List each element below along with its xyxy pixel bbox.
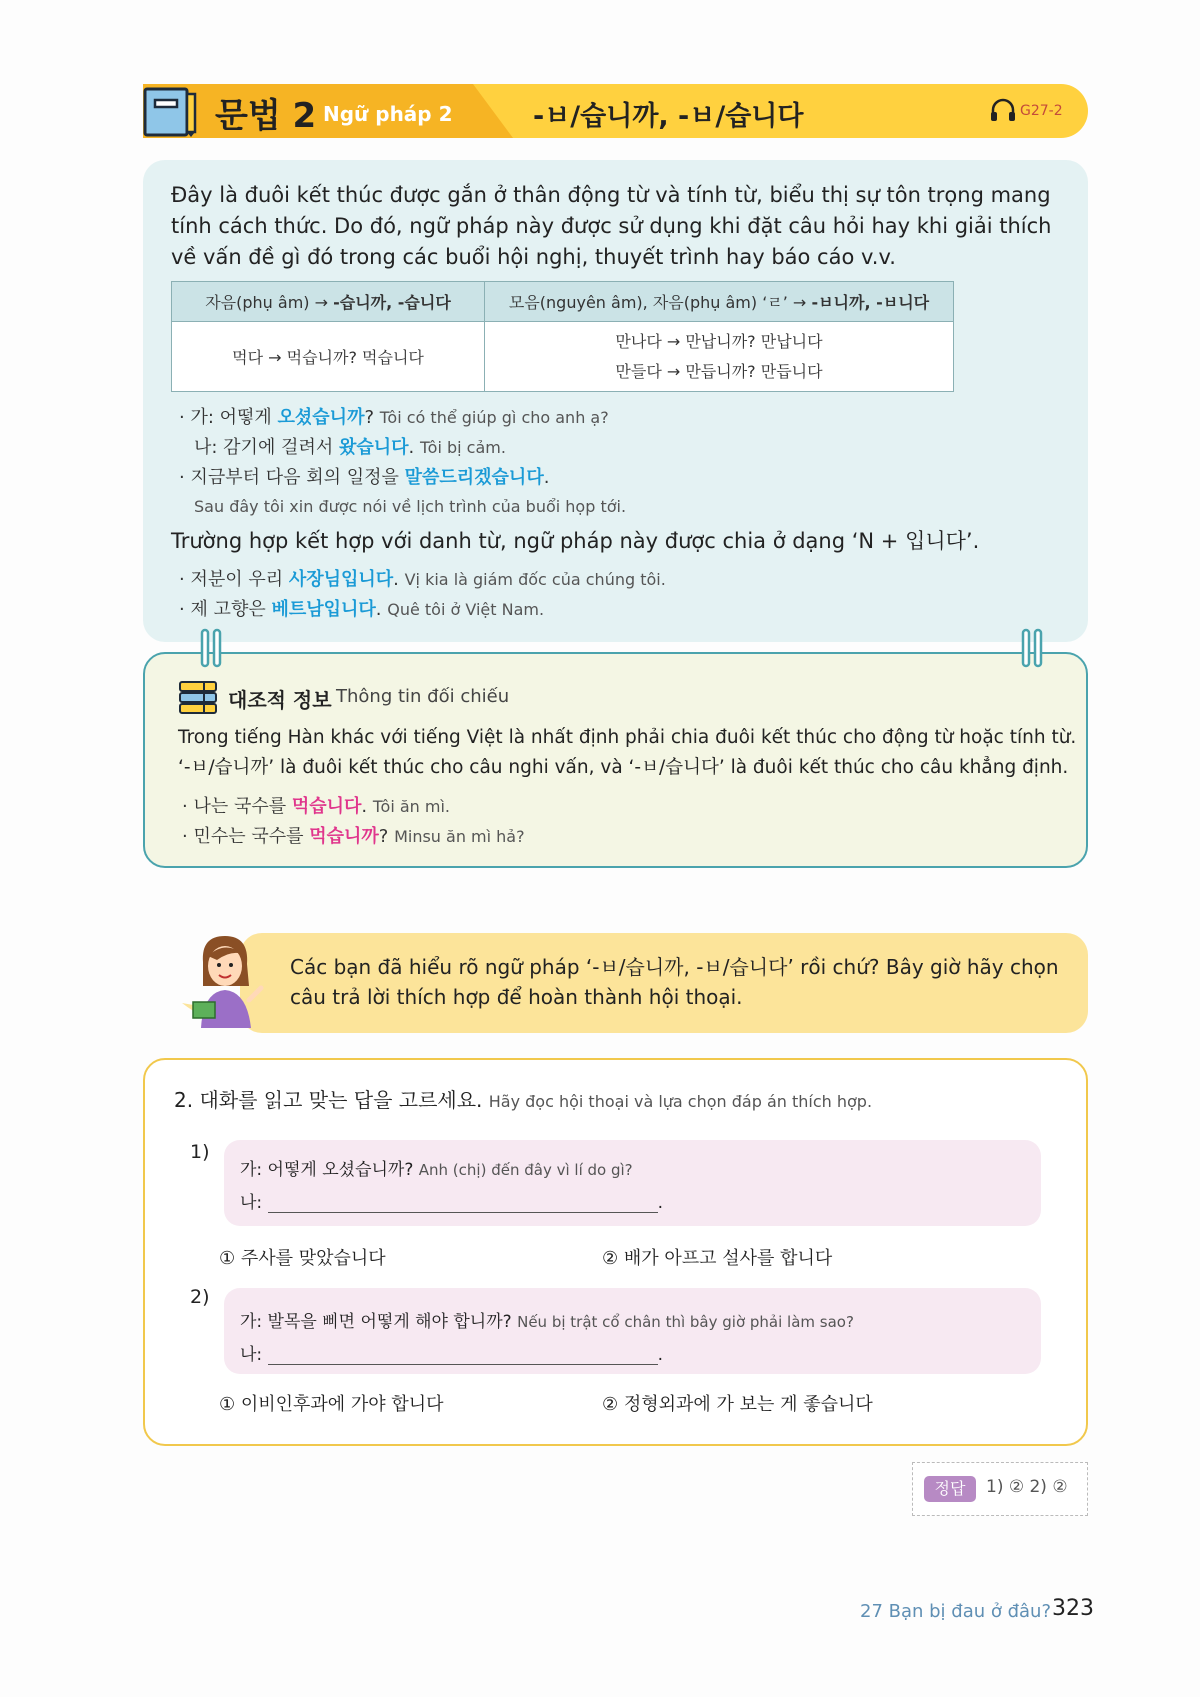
conjugation-table (171, 281, 954, 392)
book-icon (143, 86, 199, 138)
grammar-pattern: -ㅂ/습니까, -ㅂ/습니다 (533, 101, 804, 132)
dialogue-box (224, 1140, 1041, 1226)
dialogue-question: 가: 발목을 삐면 어떻게 해야 합니까? Nếu bị trật cổ chân thì bây giờ phải làm sao? (240, 1312, 854, 1332)
table-header-vowel: 모음(nguyên âm), 자음(phụ âm) ‘ㄹ’ → -ㅂ니까, -ㅂ니다 (485, 282, 954, 322)
table-cell-consonant-example: 먹다 → 먹습니까? 먹습니다 (172, 322, 485, 392)
answer-option[interactable]: ① 주사를 맞았습니다 (219, 1248, 386, 1269)
answer-option[interactable]: ② 정형외과에 가 보는 게 좋습니다 (602, 1394, 873, 1415)
example-line: · 나는 국수를 먹습니다. Tôi ăn mì. (182, 796, 450, 817)
example-line: · 저분이 우리 사장님입니다. Vị kia là giám đốc của chúng tôi. (179, 569, 666, 590)
dialogue-answer: 나: . (240, 1345, 663, 1365)
binder-clip-icon (199, 628, 225, 668)
example-line: 나: 감기에 걸려서 왔습니다. Tôi bị cảm. (194, 437, 506, 458)
books-stack-icon (178, 680, 218, 716)
answer-key-text: 1) ② 2) ② (986, 1477, 1068, 1497)
answer-option[interactable]: ② 배가 아프고 설사를 합니다 (602, 1248, 833, 1269)
answer-option[interactable]: ① 이비인후과에 가야 합니다 (219, 1394, 444, 1415)
comparison-text: Trong tiếng Hàn khác với tiếng Việt là nhất định phải chia đuôi kết thúc cho động từ hoặc tính từ. (178, 727, 1077, 748)
headphones-icon[interactable] (990, 98, 1016, 122)
exercise-title: 2. 대화를 읽고 맞는 답을 고르세요. Hãy đọc hội thoại và lựa chọn đáp án thích hợp. (174, 1088, 873, 1112)
speech-text: Các bạn đã hiểu rõ ngữ pháp ‘-ㅂ/습니까, -ㅂ/습니다’ rồi chứ? Bây giờ hãy chọn câu trả lời thích hợp để hoàn thành hội thoại. (290, 955, 1059, 1009)
question-number: 1) (190, 1141, 210, 1163)
example-line: · 민수는 국수를 먹습니까? Minsu ăn mì hả? (182, 826, 525, 847)
page-number: 323 (1052, 1596, 1094, 1621)
teacher-avatar (183, 932, 269, 1032)
example-line: · 가: 어떻게 오셨습니까? Tôi có thể giúp gì cho anh ạ? (179, 407, 609, 428)
answer-key-badge: 정답 (924, 1476, 976, 1502)
example-line: · 지금부터 다음 회의 일정을 말씀드리겠습니다. (179, 467, 550, 488)
question-number: 2) (190, 1286, 210, 1308)
table-cell-vowel-example: 만나다 → 만납니까? 만납니다 만들다 → 만듭니까? 만듭니다 (485, 322, 954, 392)
grammar-subtitle: Ngữ pháp 2 (323, 102, 453, 126)
audio-track-code[interactable]: G27-2 (1020, 103, 1063, 119)
dialogue-answer: 나: . (240, 1193, 663, 1213)
grammar-title: 문법 2 (215, 96, 317, 136)
answer-blank[interactable] (268, 1347, 658, 1365)
comparison-subtitle: Thông tin đối chiếu (336, 686, 510, 707)
explanation-intro: Đây là đuôi kết thúc được gắn ở thân động từ và tính từ, biểu thị sự tôn trọng mang tính cách thức. Do đó, ngữ pháp này được sử dụng khi đặt câu hỏi hay khi giải thích về vấn đề gì đó trong các buổi hội nghị, thuyết trình hay báo cáo v.v. (171, 183, 1052, 269)
comparison-title: 대조적 정보 (228, 688, 332, 712)
dialogue-question: 가: 어떻게 오셨습니까? Anh (chị) đến đây vì lí do gì? (240, 1160, 633, 1180)
table-header-consonant: 자음(phụ âm) → -습니까, -습니다 (172, 282, 485, 322)
answer-blank[interactable] (268, 1195, 658, 1213)
noun-rule: Trường hợp kết hợp với danh từ, ngữ pháp này được chia ở dạng ‘N + 입니다’. (171, 529, 980, 553)
example-translation: Sau đây tôi xin được nói về lịch trình của buổi họp tới. (194, 497, 627, 516)
chapter-title: 27 Bạn bị đau ở đâu? (860, 1601, 1052, 1622)
binder-clip-icon (1020, 628, 1046, 668)
comparison-text: ‘-ㅂ/습니까’ là đuôi kết thúc cho câu nghi vấn, và ‘-ㅂ/습니다’ là đuôi kết thúc cho câu khẳng định. (178, 757, 1069, 778)
example-line: · 제 고향은 베트남입니다. Quê tôi ở Việt Nam. (179, 599, 545, 620)
